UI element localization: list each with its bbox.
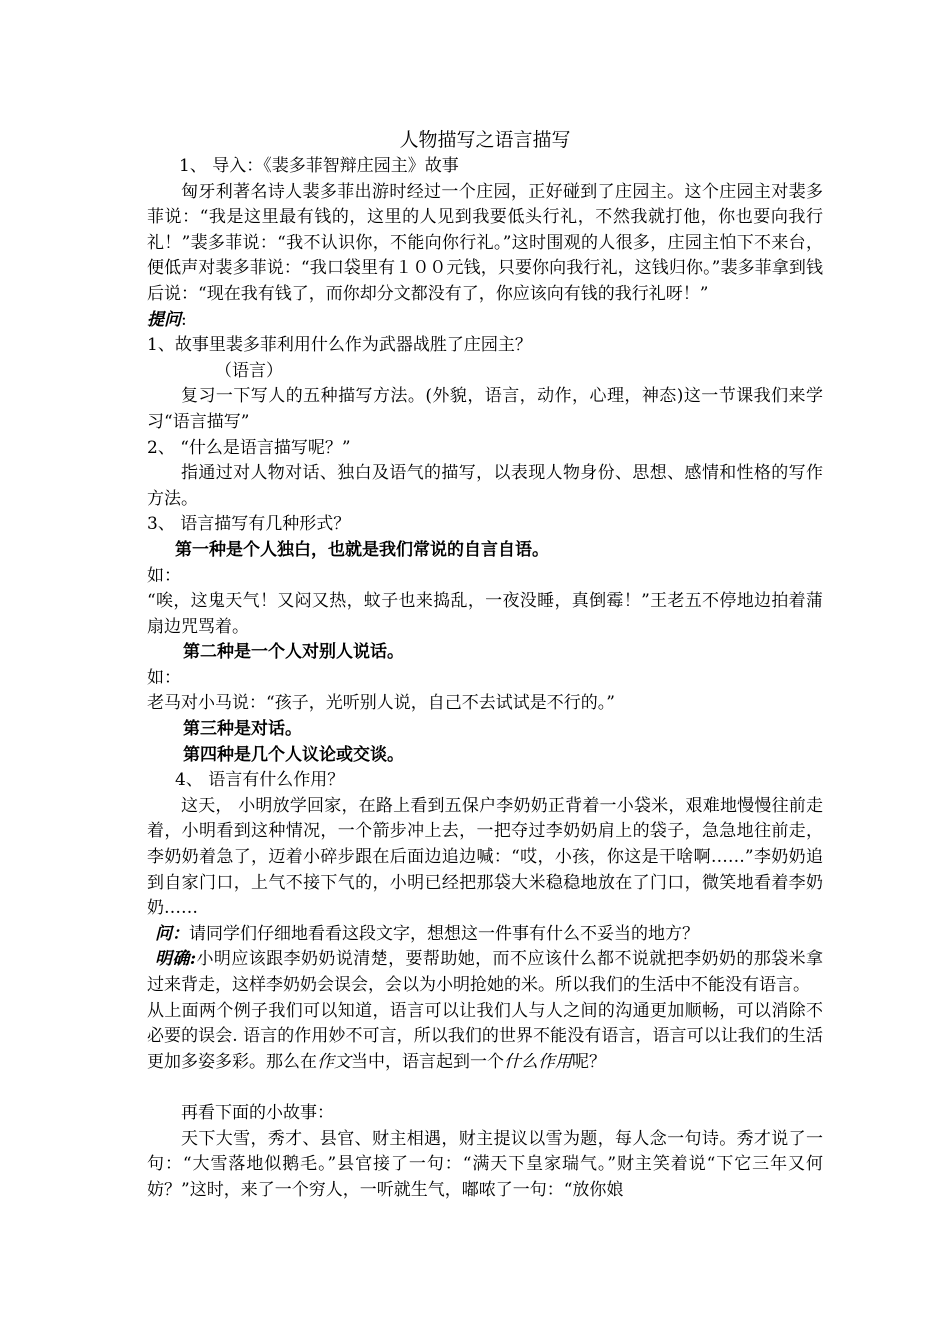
story-1-paragraph: 匈牙利著名诗人裴多菲出游时经过一个庄园，正好碰到了庄园主。这个庄园主对裴多菲说：“我是这里最有钱的，这里的人见到我要低头行礼，不然我就打他，你也要向我行礼！”裴多菲说：“我不认识你，不能向你行礼。”这时围观的人很多，庄园主怕下不来台，便低声对裴多菲说：“我口袋里有１００元钱，只要你向我行礼，这钱归你。”裴多菲拿到钱后说：“现在我有钱了，而你却分文都没有了，你应该向有钱的我行礼呀！” bbox=[147, 181, 823, 304]
conclusion-italic-2: 什么作用 bbox=[504, 1051, 572, 1072]
ask-text: 请同学们仔细地看看这段文字，想想这一件事有什么不妥当的地方？ bbox=[189, 923, 699, 944]
document-title: 人物描写之语言描写 bbox=[399, 129, 571, 151]
example-2-label: 如： bbox=[147, 667, 181, 688]
conclusion-text-2: 当中，语言起到一个 bbox=[351, 1051, 504, 1072]
conclusion-text-1: 从上面两个例子我们可以知道，语言可以让我们人与人之间的沟通更加顺畅，可以消除不必要的误会. 语言的作用妙不可言，所以我们的世界不能没有语言，语言可以让我们的生活更加多姿多彩。那么在 bbox=[147, 1000, 823, 1072]
example-1-label: 如： bbox=[147, 565, 181, 586]
story-2-paragraph: 这天， 小明放学回家，在路上看到五保户李奶奶正背着一小袋米，艰难地慢慢往前走着，小明看到这种情况，一个箭步冲上去，一把夺过李奶奶肩上的袋子，急急地往前走，李奶奶着急了，迈着小碎步跟在后面边追边喊：“哎，小孩，你这是干啥啊……”李奶奶追到自家门口，上气不接下气的，小明已经把那袋大米稳稳地放在了门口，微笑地看着李奶奶…… bbox=[147, 795, 823, 919]
form-3-heading: 第三种是对话。 bbox=[183, 719, 302, 740]
clarify-label: 明确: bbox=[155, 949, 197, 970]
ask-line bbox=[147, 922, 823, 948]
conclusion-italic-1: 作文 bbox=[317, 1051, 351, 1072]
question-3: 3、 语言描写有几种形式？ bbox=[147, 514, 351, 535]
document-body bbox=[147, 126, 823, 1203]
story-3-paragraph: 天下大雪，秀才、县官、财主相遇，财主提议以雪为题，每人念一句诗。秀才说了一句：“大雪落地似鹅毛。”县官接了一句：“满天下皇家瑞气。”财主笑着说“下它三年又何妨？”这时，来了一个穷人，一听就生气，嘟哝了一句：“放你娘 bbox=[147, 1128, 823, 1200]
question-4: 4、 语言有什么作用？ bbox=[175, 770, 345, 791]
clarify-text: 小明应该跟李奶奶说清楚，要帮助她，而不应该什么都不说就把李奶奶的那袋米拿过来背走，这样李奶奶会误会，会以为小明抢她的米。所以我们的生活中不能没有语言。 bbox=[147, 949, 823, 995]
form-2-heading: 第二种是一个人对别人说话。 bbox=[183, 642, 404, 663]
next-story-intro: 再看下面的小故事： bbox=[181, 1102, 334, 1123]
question-label-line bbox=[147, 308, 823, 334]
example-1-text: “唉，这鬼天气！又闷又热，蚊子也来捣乱，一夜没睡，真倒霉！”王老五不停地边拍着蒲扇边咒骂着。 bbox=[147, 591, 823, 637]
definition-paragraph: 指通过对人物对话、独白及语气的描写，以表现人物身份、思想、感情和性格的写作方法。 bbox=[147, 463, 823, 509]
conclusion-text-3: 呢？ bbox=[572, 1051, 606, 1072]
form-1-heading: 第一种是个人独白，也就是我们常说的自言自语。 bbox=[175, 539, 549, 560]
question-1: 1、故事里裴多菲利用什么作为武器战胜了庄园主？ bbox=[147, 335, 532, 356]
section-1-heading: 1、 导入：《裴多菲智辩庄园主》故事 bbox=[179, 156, 459, 176]
example-2-text: 老马对小马说：“孩子，光听别人说，自己不去试试是不行的。” bbox=[147, 693, 615, 714]
ask-label: 问： bbox=[155, 923, 189, 944]
question-2: 2、 “什么是语言描写呢？” bbox=[147, 437, 351, 458]
blank-line bbox=[147, 1075, 823, 1101]
review-paragraph: 复习一下写人的五种描写方法。(外貌，语言，动作，心理，神态)这一节课我们来学习“语言描写” bbox=[147, 386, 823, 432]
question-1-answer: （语言） bbox=[215, 360, 283, 381]
question-label: 提问 bbox=[147, 309, 181, 330]
question-label-colon: : bbox=[181, 309, 187, 330]
conclusion-paragraph bbox=[147, 999, 823, 1076]
clarify-paragraph bbox=[147, 947, 823, 998]
form-4-heading: 第四种是几个人议论或交谈。 bbox=[183, 744, 404, 765]
